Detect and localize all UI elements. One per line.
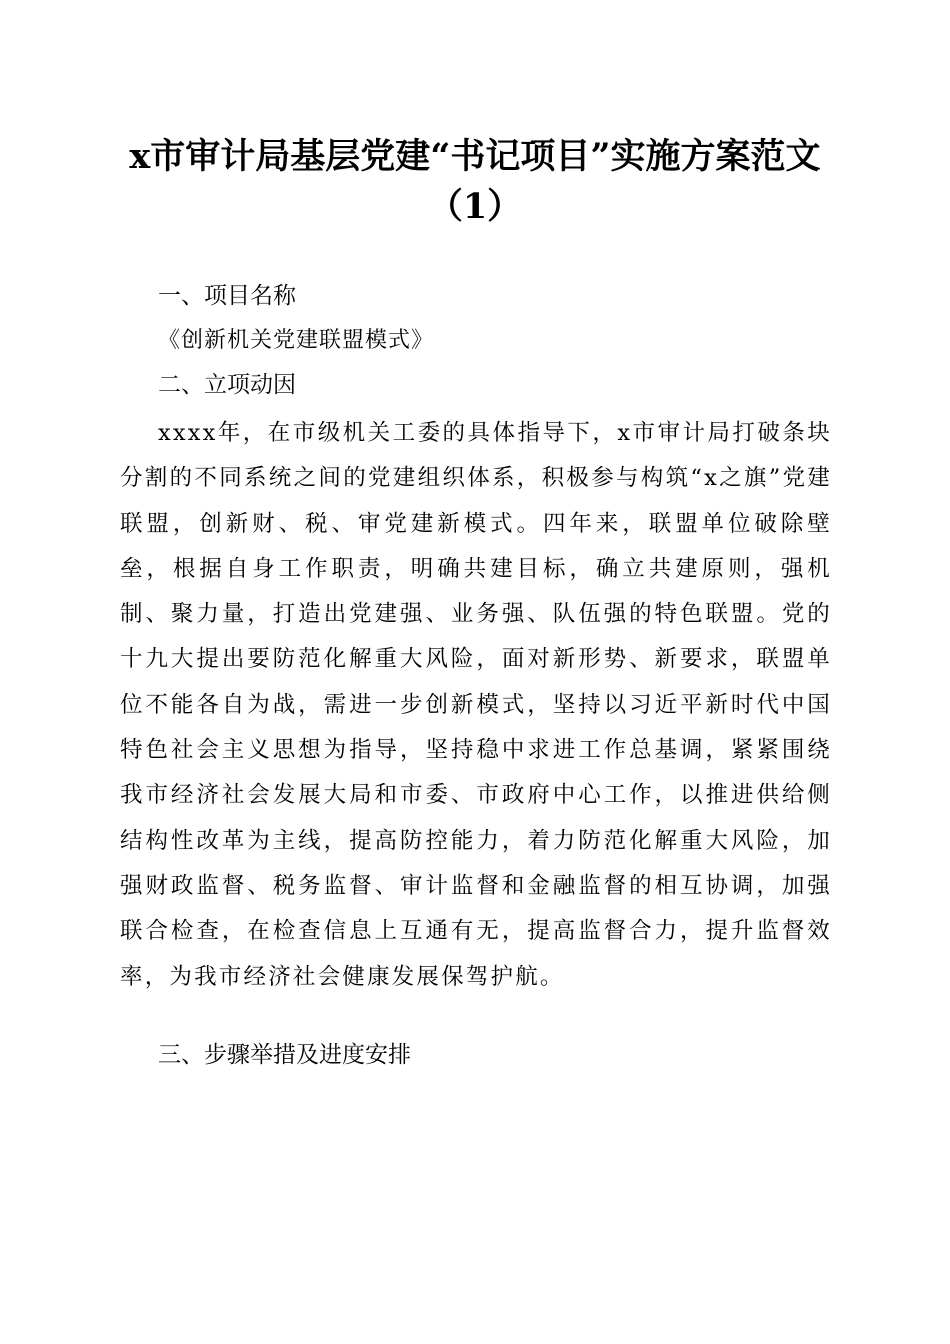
section-heading-steps: 三、步骤举措及进度安排 [158, 1042, 411, 1068]
section-heading-motivation: 二、立项动因 [158, 372, 296, 398]
section-heading-project-name: 一、项目名称 [158, 283, 296, 309]
motivation-paragraph: xxxx年，在市级机关工委的具体指导下，x市审计局打破条块分割的不同系统之间的党建组织体系，积极参与构筑“x之旗”党建联盟，创新财、税、审党建新模式。四年来，联盟单位破除壁垒，根据自身工作职责，明确共建目标，确立共建原则，强机制、聚力量，打造出党建强、业务强、队伍强的特色联盟。党的十九大提出要防范化解重大风险，面对新形势、新要求，联盟单位不能各自为战，需进一步创新模式，坚持以习近平新时代中国特色社会主义思想为指导，坚持稳中求进工作总基调，紧紧围绕我市经济社会发展大局和市委、市政府中心工作，以推进供给侧结构性改革为主线，提高防控能力，着力防范化解重大风险，加强财政监督、税务监督、审计监督和金融监督的相互协调，加强联合检查，在检查信息上互通有无，提高监督合力，提升监督效率，为我市经济社会健康发展保驾护航。 [120, 420, 832, 990]
project-name-text: 《创新机关党建联盟模式》 [158, 328, 435, 353]
document-title: x市审计局基层党建“书记项目”实施方案范文（1） [129, 136, 821, 227]
